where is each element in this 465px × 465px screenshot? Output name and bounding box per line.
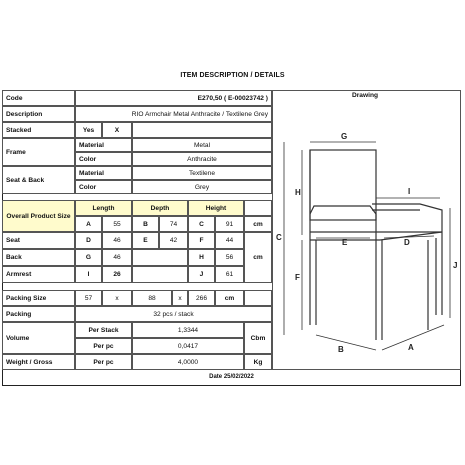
armrest-empty	[132, 266, 188, 283]
chair-drawing	[272, 120, 462, 370]
dim-i-label: I	[75, 266, 102, 283]
dimline-b	[316, 335, 376, 350]
seat-back-label: Seat & Back	[2, 166, 75, 194]
volume-per-stack-label: Per Stack	[75, 322, 132, 338]
chair-armrest-right	[372, 204, 442, 232]
seat-back-material-value: Textilene	[132, 166, 272, 180]
overall-unit: cm	[244, 216, 272, 232]
dim-a-value: 55	[102, 216, 132, 232]
length-header: Length	[75, 200, 132, 216]
header-spacer	[244, 200, 272, 216]
code-value: E270,50 ( E-00023742 )	[75, 90, 272, 106]
component-unit: cm	[244, 232, 272, 283]
seat-back-color-value: Grey	[132, 180, 272, 194]
description-label: Description	[2, 106, 75, 122]
dim-b-value: 74	[159, 216, 188, 232]
dim-f-marker: F	[295, 273, 300, 282]
packing-x2: x	[172, 290, 188, 306]
weight-value: 4,0000	[132, 354, 244, 370]
dim-c-marker: C	[276, 233, 282, 242]
volume-per-pc-label: Per pc	[75, 338, 132, 354]
stacked-yes: Yes	[75, 122, 102, 138]
dim-g-value: 46	[102, 249, 132, 266]
dim-d-marker: D	[404, 238, 410, 247]
description-value: RIO Armchair Metal Anthracite / Textilene Grey	[75, 106, 272, 122]
packing-unit: cm	[215, 290, 244, 306]
dim-a-marker: A	[408, 343, 414, 352]
height-header: Height	[188, 200, 244, 216]
volume-per-stack-value: 1,3344	[132, 322, 244, 338]
volume-per-pc-value: 0,0417	[132, 338, 244, 354]
dim-f-label: F	[188, 232, 215, 249]
overall-size-label: Overall Product Size	[2, 200, 75, 232]
packing-length: 57	[75, 290, 102, 306]
stacked-mark: X	[102, 122, 132, 138]
dim-d-label: D	[75, 232, 102, 249]
stacked-label: Stacked	[2, 122, 75, 138]
dim-j-marker: J	[453, 261, 458, 270]
seat-back-material-label: Material	[75, 166, 132, 180]
page-title: ITEM DESCRIPTION / DETAILS	[180, 72, 285, 79]
dim-a-label: A	[75, 216, 102, 232]
seat-label: Seat	[2, 232, 75, 249]
dim-i-value: 26	[102, 266, 132, 283]
frame-material-value: Metal	[132, 138, 272, 152]
dim-c-value: 91	[215, 216, 244, 232]
dim-b-marker: B	[338, 345, 344, 354]
packing-height: 266	[188, 290, 215, 306]
chair-backrest	[310, 150, 376, 220]
packing-x1: x	[102, 290, 132, 306]
dim-e-value: 42	[159, 232, 188, 249]
dim-e-marker: E	[342, 238, 348, 247]
volume-unit: Cbm	[244, 322, 272, 354]
packing-value: 32 pcs / stack	[75, 306, 272, 322]
dim-h-label: H	[188, 249, 215, 266]
armrest-label: Armrest	[2, 266, 75, 283]
dim-d-value: 46	[102, 232, 132, 249]
drawing-label: Drawing	[351, 92, 378, 99]
dim-g-label: G	[75, 249, 102, 266]
weight-per-pc-label: Per pc	[75, 354, 132, 370]
packing-label: Packing	[2, 306, 75, 322]
packing-spacer	[244, 290, 272, 306]
dim-j-value: 61	[215, 266, 244, 283]
date-footer: Date 25/02/2022	[209, 374, 254, 380]
weight-unit: Kg	[244, 354, 272, 370]
dim-f-value: 44	[215, 232, 244, 249]
dim-h-value: 56	[215, 249, 244, 266]
dim-j-label: J	[188, 266, 215, 283]
back-empty	[132, 249, 188, 266]
depth-header: Depth	[132, 200, 188, 216]
dim-i-marker: I	[408, 187, 411, 196]
stacked-empty	[132, 122, 272, 138]
packing-width: 88	[132, 290, 172, 306]
dim-b-label: B	[132, 216, 159, 232]
dim-h-marker: H	[295, 188, 301, 197]
seat-back-color-label: Color	[75, 180, 132, 194]
dim-e-label: E	[132, 232, 159, 249]
weight-label: Weight / Gross	[2, 354, 75, 370]
chair-armrest-left	[310, 206, 376, 240]
frame-material-label: Material	[75, 138, 132, 152]
volume-label: Volume	[2, 322, 75, 354]
packing-size-label: Packing Size	[2, 290, 75, 306]
frame-color-value: Anthracite	[132, 152, 272, 166]
back-label: Back	[2, 249, 75, 266]
frame-label: Frame	[2, 138, 75, 166]
dim-g-marker: G	[341, 132, 348, 141]
frame-color-label: Color	[75, 152, 132, 166]
dim-c-label: C	[188, 216, 215, 232]
code-label: Code	[2, 90, 75, 106]
